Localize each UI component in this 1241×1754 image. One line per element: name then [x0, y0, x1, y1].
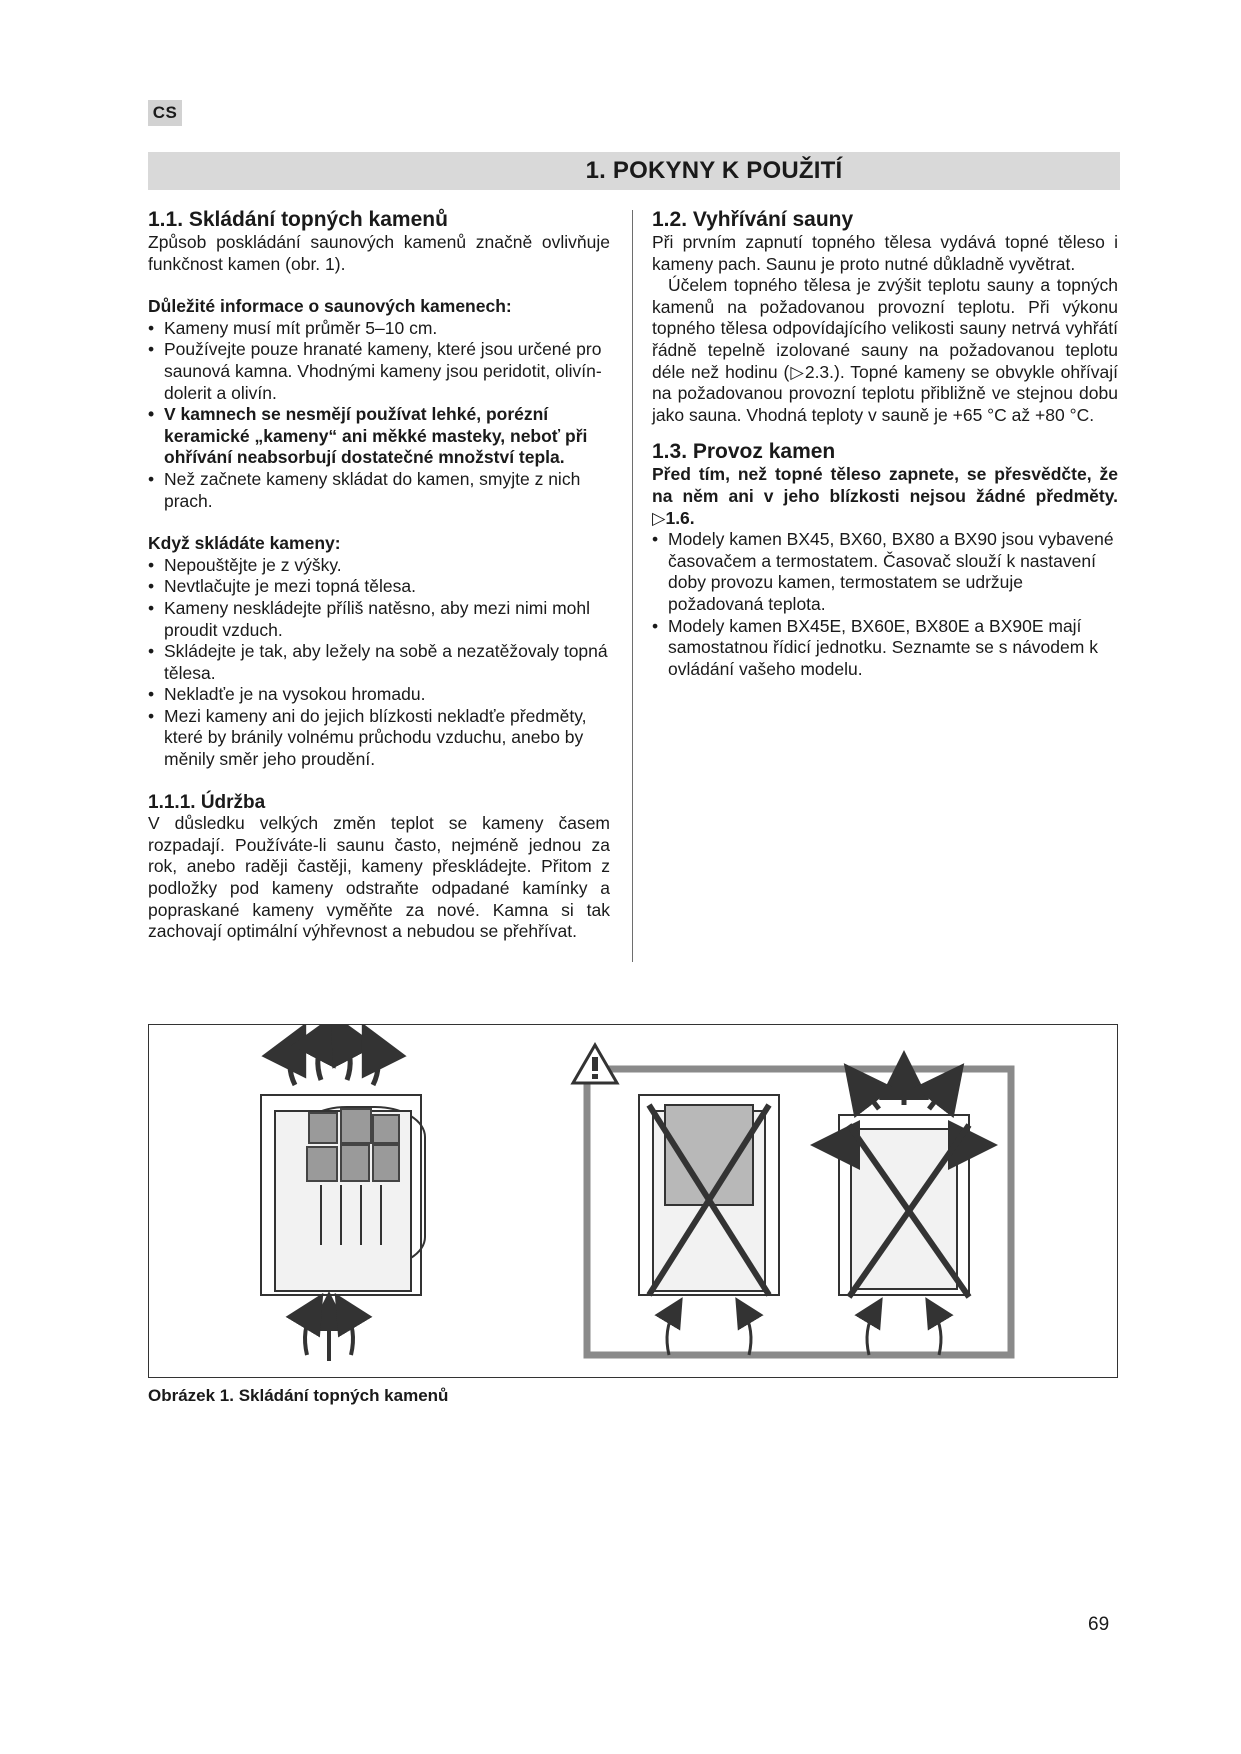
list-item: • Mezi kameny ani do jejich blízkosti nekladťe předměty, které by bránily volnému průchodu vzduchu, anebo by měnily směr jeho proudění.	[148, 706, 610, 771]
chapter-title: 1. POKYNY K POUŽITÍ	[585, 157, 843, 184]
list-item: • Kameny neskládejte příliš natěsno, aby mezi nimi mohl proudit vzduch.	[148, 598, 610, 641]
list-item: • Nepouštějte je z výšky.	[148, 555, 610, 577]
correct-stacking-heater	[261, 1035, 425, 1361]
figure-1-box	[148, 1024, 1118, 1378]
list-item: • Modely kamen BX45, BX60, BX80 a BX90 jsou vybavené časovačem a termostatem. Časovač slouží k nastavení doby provozu kamen, termostatem se udržuje požadovaná teplota.	[652, 529, 1118, 615]
list-item: • Kameny musí mít průměr 5–10 cm.	[148, 318, 610, 340]
language-tag: CS	[148, 100, 182, 126]
section-1-1-1-text: V důsledku velkých změn teplot se kameny časem rozpadají. Používáte-li saunu často, nejméně jednou za rok, anebo raději častěji, kameny přeskládejte. Přitom z podložky pod kameny odstraňte odpadané kamínky a popraskané kameny vyměňte za nové. Kamna si tak zachovají optimální výhřevnost a nebudou se přehřívat.	[148, 813, 610, 942]
section-1-2-title: 1.2. Vyhřívání sauny	[652, 208, 854, 231]
list-item: • Nekladťe je na vysokou hromadu.	[148, 684, 610, 706]
warning-icon	[573, 1045, 617, 1083]
figure-caption: Obrázek 1. Skládání topných kamenů	[148, 1386, 449, 1405]
list-item: • Používejte pouze hranaté kameny, které jsou určené pro saunová kamna. Vhodnými kameny jsou peridotit, olivín-dolerit a olivín.	[148, 339, 610, 404]
figure-1-illustration	[149, 1025, 1117, 1377]
stacking-heading: Když skládáte kameny:	[148, 533, 341, 554]
section-1-1-title: 1.1. Skládání topných kamenů	[148, 208, 448, 231]
section-1-1-1-title: 1.1.1. Údržba	[148, 791, 266, 813]
important-info-list	[148, 318, 610, 512]
chapter-header-bar	[148, 152, 1120, 190]
list-item: • Modely kamen BX45E, BX60E, BX80E a BX90E mají samostatnou řídicí jednotku. Seznamte se s návodem k ovládání vašeho modelu.	[652, 616, 1118, 681]
list-item: • Skládejte je tak, aby ležely na sobě a nezatěžovaly topná tělesa.	[148, 641, 610, 684]
left-column	[148, 208, 610, 943]
incorrect-heater-1	[639, 1095, 779, 1355]
section-1-2-paragraph-2: Účelem topného tělesa je zvýšit teplotu sauny a topných kamenů na požadovanou provozní teplotu. Při výkonu topného tělesa odpovídajícího velikosti sauny netrvá vyhřátí řádně tepelně izolované sauny na požadovanou teplotu déle než hodinu (▷2.3.). Topné kameny se obvykle ohřívají na požadovanou provozní teplotu přibližně ve stejnou dobu jako sauna. Vhodná teploty v sauně je +65 °C až +80 °C.	[652, 275, 1118, 425]
list-item: • V kamnech se nesmějí používat lehké, porézní keramické „kameny“ ani měkké masteky, neboť při ohřívání neabsorbují dostatečné množství tepla.	[148, 404, 610, 469]
column-divider	[632, 210, 633, 962]
important-info-heading: Důležité informace o saunových kamenech:	[148, 296, 512, 317]
section-1-1-intro: Způsob poskládání saunových kamenů značně ovlivňuje funkčnost kamen (obr. 1).	[148, 232, 610, 274]
stacking-list	[148, 555, 610, 771]
incorrect-heater-2	[835, 1075, 973, 1355]
page-number: 69	[1088, 1614, 1110, 1635]
list-item: • Nevtlačujte je mezi topná tělesa.	[148, 576, 610, 598]
right-column	[652, 208, 1118, 680]
section-1-3-list	[652, 529, 1118, 680]
section-1-3-warning: Před tím, než topné těleso zapnete, se přesvědčte, že na něm ani v jeho blízkosti nejsou žádné předměty. ▷1.6.	[652, 464, 1118, 528]
section-1-2-paragraph-1: Při prvním zapnutí topného tělesa vydává topné těleso i kameny pach. Saunu je proto nutné důkladně vyvětrat.	[652, 232, 1118, 274]
list-item: • Než začnete kameny skládat do kamen, smyjte z nich prach.	[148, 469, 610, 512]
section-1-3-title: 1.3. Provoz kamen	[652, 440, 836, 464]
